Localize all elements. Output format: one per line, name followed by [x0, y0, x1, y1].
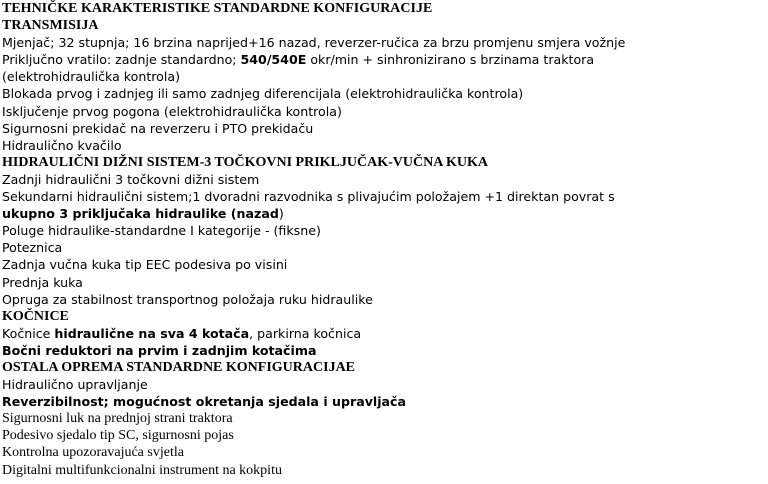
bold-text: 540/540E	[240, 52, 307, 68]
bold-text: hidraulične na sva 4 kotača	[54, 325, 250, 341]
section-heading	[2, 154, 766, 171]
text-segment: Hidraulično kvačilo	[2, 137, 122, 153]
text-segment: Priključno vratilo: zadnje standardno;	[2, 52, 241, 68]
bold-text: TRANSMISIJA	[2, 18, 99, 34]
text-segment: Sigurnosni luk na prednjoj strani traktora	[2, 411, 233, 427]
spec-line	[2, 291, 766, 308]
text-segment: Mjenjač; 32 stupnja; 16 brzina naprijed+16 nazad, reverzer-ručica za brzu promjenu smjera vožnje	[2, 35, 626, 51]
spec-line	[2, 137, 766, 154]
text-segment: Kočnice	[2, 325, 55, 341]
text-segment: Prednja kuka	[2, 274, 83, 290]
spec-line	[2, 34, 766, 51]
text-segment: Poteznica	[2, 240, 63, 256]
bold-text: OSTALA OPREMA STANDARDNE KONFIGURACIJAE	[2, 359, 356, 375]
spec-line	[2, 376, 766, 393]
spec-line	[2, 222, 766, 239]
spec-line	[2, 427, 766, 444]
spec-line	[2, 120, 766, 137]
spec-line	[2, 342, 766, 359]
text-segment: , parkirna kočnica	[249, 325, 362, 341]
text-segment: Blokada prvog i zadnjeg ili samo zadnjeg diferencijala (elektrohidraulička kontrola)	[2, 86, 524, 102]
bold-text: Reverzibilnost; mogućnost okretanja sjedala i upravljača	[2, 394, 407, 410]
spec-line	[2, 188, 766, 205]
text-segment: Sekundarni hidraulični sistem;1 dvoradni razvodnika s plivajućim položajem +1 direktan povrat s	[2, 189, 615, 205]
spec-line	[2, 393, 766, 410]
text-segment: )	[278, 206, 284, 222]
section-heading	[2, 0, 766, 17]
spec-line	[2, 274, 766, 291]
spec-line	[2, 444, 766, 461]
spec-line	[2, 462, 766, 479]
bold-text: KOČNICE	[2, 308, 69, 324]
bold-text: HIDRAULIČNI DIŽNI SISTEM-3 TOČKOVNI PRIKLJUČAK-VUČNA KUKA	[2, 154, 489, 170]
text-segment: Podesivo sjedalo tip SC, sigurnosni pojas	[2, 428, 234, 444]
text-segment: Digitalni multifunkcionalni instrument na kokpitu	[2, 462, 282, 478]
spec-line	[2, 256, 766, 273]
spec-line	[2, 325, 766, 342]
text-segment: Kontrolna upozoravajuća svjetla	[2, 445, 184, 461]
spec-line	[2, 51, 766, 68]
spec-document	[2, 0, 766, 479]
text-segment: okr/min + sinhronizirano s brzinama traktora	[306, 52, 595, 68]
text-segment: Opruga za stabilnost transportnog položaja ruku hidraulike	[2, 291, 373, 307]
text-segment: Zadnja vučna kuka tip EEC podesiva po visini	[2, 257, 288, 273]
spec-line	[2, 239, 766, 256]
spec-line	[2, 205, 766, 222]
bold-text: TEHNIČKE KARAKTERISTIKE STANDARDNE KONFIGURACIJE	[2, 1, 433, 16]
section-heading	[2, 17, 766, 34]
spec-line	[2, 85, 766, 102]
spec-line	[2, 171, 766, 188]
bold-text: ukupno 3 priključaka hidraulike (nazad	[2, 206, 279, 222]
text-segment: Zadnji hidraulični 3 točkovni dižni sistem	[2, 171, 260, 187]
text-segment: Sigurnosni prekidač na reverzeru i PTO prekidaču	[2, 120, 314, 136]
spec-line	[2, 410, 766, 427]
text-segment: (elektrohidraulička kontrola)	[2, 69, 181, 85]
text-segment: Hidraulično upravljanje	[2, 377, 148, 393]
spec-line	[2, 103, 766, 120]
bold-text: Bočni reduktori na prvim i zadnjim kotačima	[2, 342, 317, 358]
spec-line	[2, 68, 766, 85]
section-heading	[2, 359, 766, 376]
text-segment: Poluge hidraulike-standardne I kategorije - (fiksne)	[2, 223, 321, 239]
section-heading	[2, 308, 766, 325]
text-segment: Isključenje prvog pogona (elektrohidraulička kontrola)	[2, 103, 342, 119]
